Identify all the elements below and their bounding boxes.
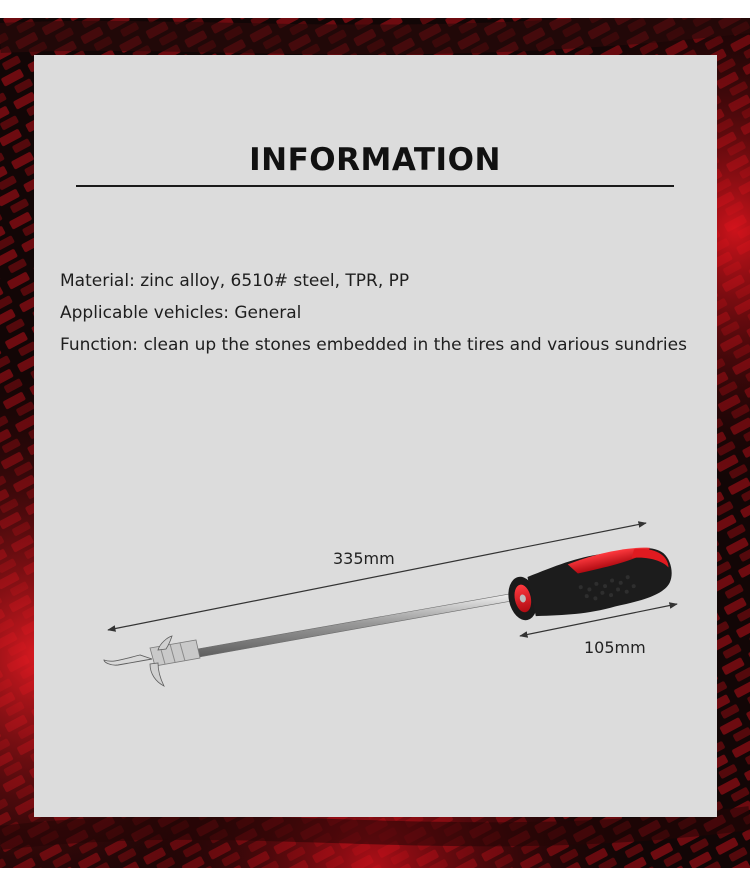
function-line: Function: clean up the stones embedded in the tires and various sundries	[60, 335, 687, 355]
hook-tip	[104, 655, 152, 665]
steel-shaft	[186, 593, 517, 659]
handle-length-label: 105mm	[584, 638, 646, 657]
tip-ferrule	[150, 640, 200, 666]
handle	[503, 540, 676, 628]
vehicles-line: Applicable vehicles: General	[60, 303, 302, 323]
material-line: Material: zinc alloy, 6510# steel, TPR, PP	[60, 271, 410, 291]
page-title: INFORMATION	[249, 142, 501, 178]
lower-barb	[150, 663, 164, 686]
total-length-label: 335mm	[333, 549, 395, 568]
